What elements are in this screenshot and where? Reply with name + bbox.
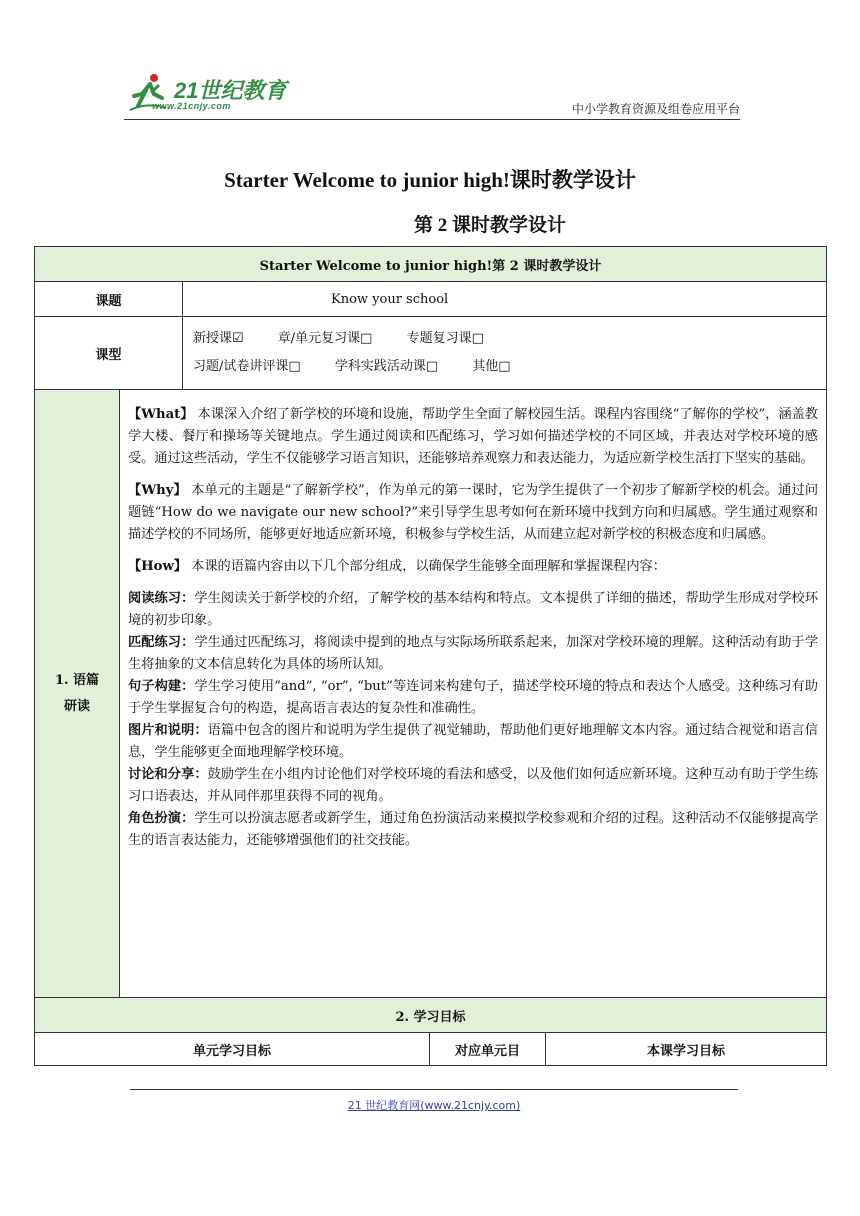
what-paragraph <box>128 404 818 470</box>
type-option: 学科实践活动课□ <box>334 359 439 374</box>
section2-header: 2. 学习目标 <box>35 998 827 1033</box>
col-unit-target: 对应单元目 <box>430 1033 546 1066</box>
list-item: 讨论和分享：鼓励学生在小组内讨论他们对学校环境的看法和感受，以及他们如何适应新环境。这种互动有助于学生练习口语表达，并从同伴那里获得不同的视角。 <box>128 767 818 804</box>
text-analysis-content <box>120 390 827 998</box>
how-label: 【How】 <box>128 559 187 574</box>
type-option: 专题复习课□ <box>406 331 484 346</box>
topic-label: 课题 <box>35 282 183 317</box>
footer-link[interactable]: 21 世纪教育网(www.21cnjy.com) <box>347 1099 521 1112</box>
section1-label <box>35 390 120 998</box>
type-option: 其他□ <box>472 359 511 374</box>
list-item: 句子构建：学生学习使用“and”, “or”, “but”等连词来构建句子，描述学校环境的特点和表达个人感受。这种练习有助于学生掌握复合句的构造，提高语言表达的复杂性和准确性。 <box>128 679 818 716</box>
document-title: Starter Welcome to junior high!课时教学设计 <box>224 168 636 192</box>
table-head: Starter Welcome to junior high!第 2 课时教学设计 <box>35 247 827 282</box>
type-option: 习题/试卷讲评课□ <box>193 359 301 374</box>
how-text: 本课的语篇内容由以下几个部分组成，以确保学生能够全面理解和掌握课程内容： <box>191 559 666 574</box>
how-paragraph <box>128 556 818 578</box>
platform-name: 中小学教育资源及组卷应用平台 <box>571 102 740 116</box>
list-item: 匹配练习：学生通过匹配练习，将阅读中提到的地点与实际场所联系起来，加深对学校环境的理解。这种活动有助于学生将抽象的文本信息转化为具体的场所认知。 <box>128 635 819 672</box>
list-item: 图片和说明：语篇中包含的图片和说明为学生提供了视觉辅助，帮助他们更好地理解文本内容。通过结合视觉和语言信息，学生能够更全面地理解学校环境。 <box>128 723 818 760</box>
type-options-row2 <box>193 353 816 381</box>
what-text: 本课深入介绍了新学校的环境和设施，帮助学生全面了解校园生活。课程内容围绕“了解你的学校”，涵盖教学大楼、餐厅和操场等关键地点。学生通过阅读和匹配练习，学习如何描述学校的不同区域，并表达对学校环境的感受。通过这些活动，学生不仅能够学习语言知识，还能够培养观察力和表达能力，为适应新学校生活打下坚实的基础。 <box>128 407 818 466</box>
type-options-row1 <box>193 325 816 353</box>
why-label: 【Why】 <box>128 483 187 498</box>
what-label: 【What】 <box>128 407 194 422</box>
col-unit-goals: 单元学习目标 <box>35 1033 430 1066</box>
page-header <box>124 70 740 120</box>
section1-label-line2: 研读 <box>63 698 90 714</box>
type-options <box>183 317 827 390</box>
topic-value: Know your school <box>183 282 827 317</box>
type-option: 新授课☑ <box>193 331 244 346</box>
why-text: 本单元的主题是“了解新学校”，作为单元的第一课时，它为学生提供了一个初步了解新学校的机会。通过问题链“How do we navigate our new school?”来引导学生思考如何在新环境中找到方向和归属感。学生通过观察和描述学校的不同场所，能够更好地适应新环境，积极参与学校生活，从而建立起对新学校的积极态度和归属感。 <box>128 483 819 542</box>
type-label: 课型 <box>35 317 183 390</box>
logo <box>124 70 294 118</box>
type-option: 章/单元复习课□ <box>277 331 373 346</box>
logo-url: www.21cnjy.com <box>152 101 231 111</box>
logo-text: 21世纪教育 <box>174 78 287 103</box>
list-item: 阅读练习：学生阅读关于新学校的介绍，了解学校的基本结构和特点。文本提供了详细的描述，帮助学生形成对学校环境的初步印象。 <box>128 591 819 628</box>
lesson-plan-table <box>34 246 827 1066</box>
list-item: 角色扮演：学生可以扮演志愿者或新学生，通过角色扮演活动来模拟学校参观和介绍的过程。这种活动不仅能够提高学生的语言表达能力，还能够增强他们的社交技能。 <box>128 811 819 848</box>
header-divider <box>124 119 740 120</box>
col-lesson-goals: 本课学习目标 <box>546 1033 827 1066</box>
why-paragraph <box>128 480 818 546</box>
document-subtitle: 第 2 课时教学设计 <box>413 215 566 236</box>
footer-divider <box>130 1089 738 1090</box>
section1-label-line1: 1. 语篇 <box>54 672 100 688</box>
